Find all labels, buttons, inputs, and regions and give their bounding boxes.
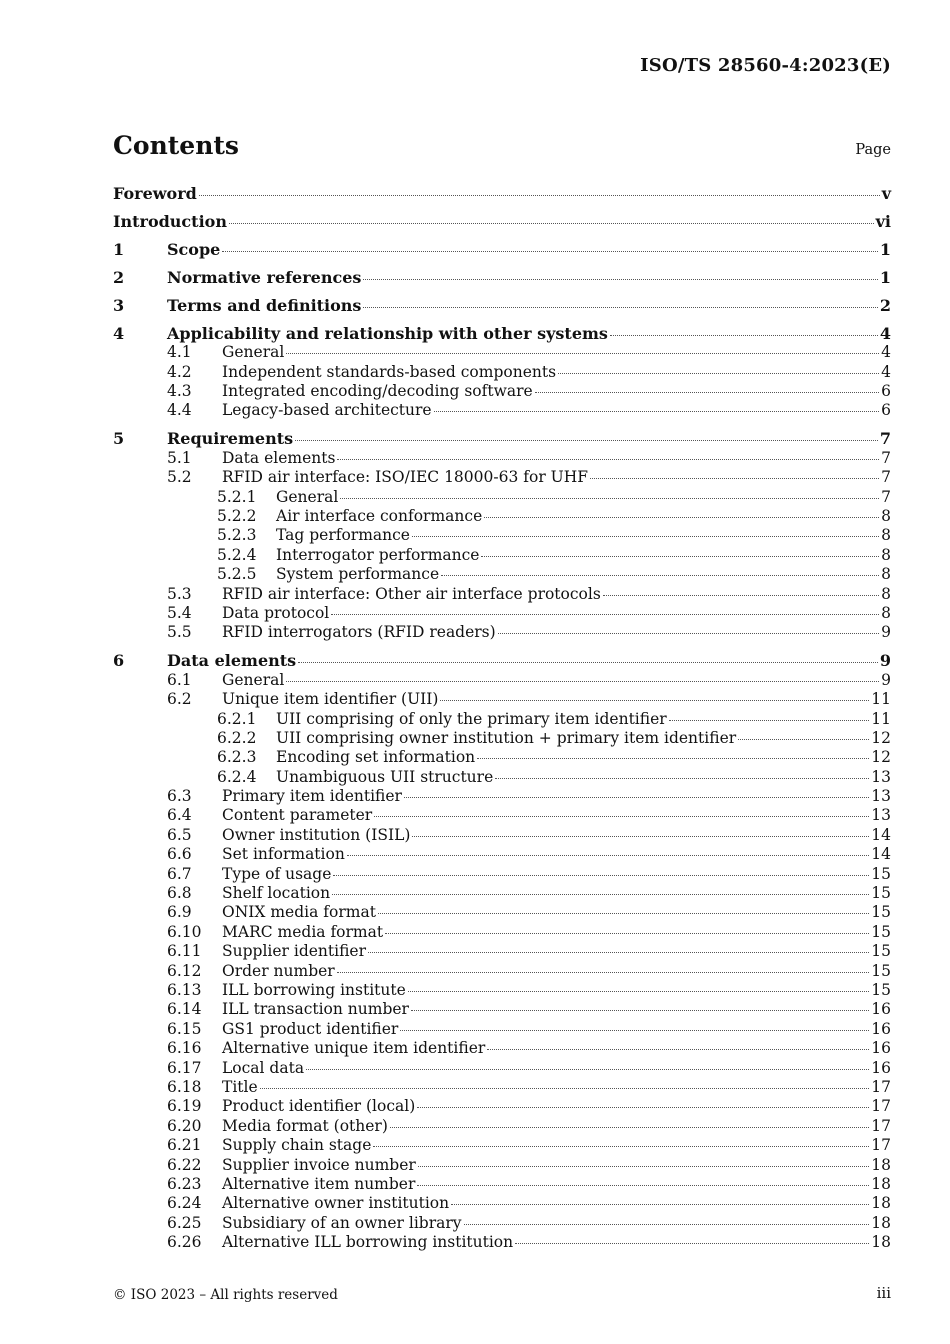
toc-entry-title[interactable]: RFID interrogators (RFID readers) [222, 623, 496, 642]
toc-entry-title[interactable]: Local data [222, 1058, 305, 1077]
dot-leader [669, 720, 870, 721]
toc-entry-title[interactable]: Independent standards-based components [222, 362, 557, 381]
dot-leader [412, 836, 869, 837]
toc-entry-page[interactable]: 18 [871, 1155, 891, 1174]
toc-entry-title[interactable]: Requirements [167, 429, 294, 449]
toc-entry-title[interactable]: Owner institution (ISIL) [222, 825, 411, 844]
toc-entry[interactable] [113, 942, 891, 961]
toc-entry-page[interactable]: 14 [871, 845, 891, 864]
toc-entry-title[interactable]: Alternative unique item identifier [222, 1039, 486, 1058]
toc-entry[interactable] [113, 604, 891, 623]
toc-entry-title[interactable]: Media format (other) [222, 1116, 388, 1135]
dot-leader [487, 1049, 869, 1050]
toc-entry-title[interactable]: Data protocol [222, 603, 330, 622]
dot-leader [295, 440, 878, 441]
dot-leader [286, 681, 879, 682]
toc-entry[interactable] [113, 449, 891, 468]
toc-entry-number: 6.25 [167, 1213, 202, 1232]
toc-entry-title[interactable]: Terms and definitions [167, 295, 362, 315]
toc-entry[interactable] [113, 710, 891, 729]
toc-entry-page[interactable]: 15 [871, 961, 891, 980]
toc-entry-title[interactable]: Normative references [167, 267, 362, 287]
toc-entry-title[interactable]: Shelf location [222, 884, 331, 903]
dot-leader [477, 758, 869, 759]
toc-entry[interactable] [113, 363, 891, 382]
toc-entry[interactable] [113, 865, 891, 884]
toc-entry-number: 5.2 [167, 468, 192, 487]
toc-entry-number: 1 [113, 239, 125, 259]
toc-entry[interactable] [113, 343, 891, 362]
toc-entry-page[interactable]: 4 [879, 323, 891, 343]
toc-entry-number: 6.16 [167, 1039, 202, 1058]
toc-entry-number: 4.2 [167, 362, 192, 381]
toc-entry[interactable] [113, 884, 891, 903]
toc-entry-page[interactable]: 15 [871, 981, 891, 999]
toc-entry[interactable] [113, 240, 891, 259]
toc-entry[interactable] [113, 546, 891, 565]
toc-entry[interactable] [113, 1214, 891, 1233]
toc-entry-title[interactable]: Encoding set information [276, 748, 476, 767]
toc-entry-title[interactable]: Type of usage [222, 864, 332, 883]
toc-entry-number: 6.1 [167, 670, 192, 689]
dot-leader [441, 575, 879, 576]
dot-leader [411, 1010, 869, 1011]
toc-entry-page[interactable]: 7 [881, 487, 891, 506]
toc-entry-title[interactable]: Data elements [222, 448, 336, 467]
toc-entry-number: 6.9 [167, 903, 192, 922]
toc-entry-page[interactable]: 17 [871, 1116, 891, 1135]
toc-entry-number: 6.26 [167, 1233, 202, 1252]
toc-entry-page[interactable]: 12 [871, 728, 891, 747]
toc-entry[interactable] [113, 565, 891, 584]
toc-entry[interactable] [113, 429, 891, 448]
toc-entry-number: 6.3 [167, 787, 192, 806]
toc-entry-page[interactable]: 1 [879, 267, 891, 287]
toc-entry[interactable] [113, 1233, 891, 1252]
dot-leader [340, 498, 879, 499]
toc-entry-number: 5.4 [167, 603, 192, 622]
toc-entry-title[interactable]: Set information [222, 845, 345, 864]
toc-entry-page[interactable]: 7 [879, 429, 891, 449]
toc-entry-title[interactable]: Air interface conformance [276, 507, 483, 526]
toc-entry-number: 5.3 [167, 584, 192, 603]
toc-entry-page[interactable]: 15 [871, 903, 891, 922]
toc-entry-title[interactable]: Alternative ILL borrowing institution [222, 1233, 514, 1252]
toc-entry-page[interactable]: v [881, 184, 891, 203]
dot-leader [484, 517, 879, 518]
toc-entry-number: 6.7 [167, 864, 192, 883]
toc-entry[interactable] [113, 488, 891, 507]
dot-leader [337, 459, 879, 460]
toc-entry-title[interactable]: Foreword [113, 184, 197, 203]
toc-entry-number: 6.2.1 [217, 709, 257, 728]
toc-entry-title[interactable]: Interrogator performance [276, 545, 480, 564]
toc-entry-number: 6.20 [167, 1116, 202, 1135]
toc-entry-title[interactable]: RFID air interface: Other air interface protocols [222, 584, 601, 603]
toc-entry[interactable] [113, 671, 891, 690]
toc-entry-title[interactable]: RFID air interface: ISO/IEC 18000-63 for UHF [222, 468, 588, 487]
toc-entry[interactable] [113, 623, 891, 642]
toc-entry-page[interactable]: 8 [881, 526, 891, 545]
toc-entry[interactable] [113, 507, 891, 526]
dot-leader [347, 855, 869, 856]
dot-leader [400, 1030, 869, 1031]
toc-entry[interactable] [113, 382, 891, 401]
toc-entry-page[interactable]: 11 [871, 690, 891, 709]
toc-entry-title[interactable]: ILL transaction number [222, 1000, 409, 1019]
dot-leader [378, 913, 869, 914]
toc-entry-number: 6.22 [167, 1155, 202, 1174]
toc-entry-number: 6.15 [167, 1019, 202, 1038]
dot-leader [417, 1107, 869, 1108]
toc-entry-number: 6.5 [167, 825, 192, 844]
toc-entry-title[interactable]: UII comprising of only the primary item identifier [276, 709, 667, 728]
toc-entry-page[interactable]: 14 [871, 825, 891, 844]
dot-leader [434, 411, 880, 412]
dot-leader [603, 595, 879, 596]
toc-entry-page[interactable]: 7 [881, 448, 891, 467]
dot-leader [199, 195, 880, 196]
dot-leader [464, 1224, 870, 1225]
toc-entry-page[interactable]: 11 [871, 709, 891, 728]
toc-entry-number: 6.12 [167, 961, 202, 980]
toc-entry-number: 5.2.1 [217, 487, 257, 506]
toc-entry-page[interactable]: 7 [881, 468, 891, 487]
document-code: ISO/TS 28560-4:2023(E) [640, 55, 891, 76]
toc-entry-page[interactable]: 15 [871, 884, 891, 903]
toc-entry[interactable] [113, 923, 891, 942]
toc-entry-page[interactable]: 8 [881, 584, 891, 603]
toc-entry-number: 6.13 [167, 981, 202, 999]
toc-entry[interactable] [113, 1156, 891, 1175]
dot-leader [590, 478, 879, 479]
dot-leader [440, 700, 869, 701]
dot-leader [610, 335, 878, 336]
toc-entry-title[interactable]: Unambiguous UII structure [276, 767, 494, 786]
dot-leader [222, 251, 878, 252]
dot-leader [481, 556, 879, 557]
toc-entry-number: 6.17 [167, 1058, 202, 1077]
dot-leader [332, 894, 869, 895]
dot-leader [738, 739, 869, 740]
toc-entry-title[interactable]: Unique item identifier (UII) [222, 690, 439, 709]
dot-leader [418, 1166, 869, 1167]
toc-entry-number: 3 [113, 295, 125, 315]
toc-entry-page[interactable]: 8 [881, 565, 891, 584]
toc-entry-number: 6.2.3 [217, 748, 257, 767]
toc-entry-title[interactable]: System performance [276, 565, 440, 584]
toc-entry[interactable] [113, 1000, 891, 1019]
toc-entry[interactable] [113, 401, 891, 420]
toc-entry[interactable] [113, 748, 891, 767]
dot-leader [306, 1069, 869, 1070]
toc-entry-page[interactable]: 8 [881, 507, 891, 526]
dot-leader [385, 933, 869, 934]
toc-entry-number: 6.8 [167, 884, 192, 903]
toc-entry-title[interactable]: GS1 product identifier [222, 1019, 399, 1038]
dot-leader [515, 1243, 869, 1244]
toc-entry[interactable] [113, 826, 891, 845]
toc-entry[interactable] [113, 1039, 891, 1058]
toc-entry-page[interactable]: 15 [871, 942, 891, 961]
dot-leader [495, 778, 869, 779]
toc-entry-title[interactable]: Applicability and relationship with other systems [167, 323, 608, 343]
toc-entry[interactable] [113, 1175, 891, 1194]
dot-leader [363, 279, 877, 280]
toc-entry-title[interactable]: Title [222, 1077, 258, 1096]
toc-entry[interactable] [113, 212, 891, 231]
footer-page-number: iii [876, 1284, 891, 1302]
toc-entry-title[interactable]: General [222, 670, 285, 689]
toc-entry-page[interactable]: 16 [871, 1000, 891, 1019]
toc-entry[interactable] [113, 324, 891, 343]
dot-leader [558, 373, 879, 374]
toc-entry[interactable] [113, 1097, 891, 1116]
toc-entry-number: 6.11 [167, 942, 202, 961]
toc-entry-number: 6.10 [167, 922, 202, 941]
toc-entry-number: 5.2.5 [217, 565, 257, 584]
toc-entry[interactable] [113, 1117, 891, 1136]
toc-entry-number: 4.4 [167, 401, 192, 420]
toc-entry-title[interactable]: Tag performance [276, 526, 410, 545]
toc-entry[interactable] [113, 1059, 891, 1078]
toc-entry-number: 6.23 [167, 1174, 202, 1193]
toc-entry[interactable] [113, 806, 891, 825]
toc-entry-page[interactable]: 15 [871, 922, 891, 941]
toc-entry[interactable] [113, 690, 891, 709]
toc-entry-title[interactable]: Supply chain stage [222, 1136, 372, 1155]
toc-entry-page[interactable]: 13 [871, 806, 891, 825]
toc-entry[interactable] [113, 651, 891, 670]
toc-entry-page[interactable]: 1 [879, 239, 891, 259]
toc-entry[interactable] [113, 903, 891, 922]
toc-entry-title[interactable]: Alternative owner institution [222, 1194, 450, 1213]
toc-entry[interactable] [113, 962, 891, 981]
dot-leader [374, 816, 869, 817]
toc-entry-number: 6.19 [167, 1097, 202, 1116]
toc-entry-number: 5.1 [167, 448, 192, 467]
toc-entry-title[interactable]: Primary item identifier [222, 787, 402, 806]
toc-entry-number: 6.6 [167, 845, 192, 864]
dot-leader [286, 353, 879, 354]
toc-entry[interactable] [113, 729, 891, 748]
toc-entry-number: 6.2.4 [217, 767, 257, 786]
dot-leader [363, 307, 877, 308]
toc-entry-title[interactable]: Order number [222, 961, 335, 980]
toc-entry-page[interactable]: 12 [871, 748, 891, 767]
toc-entry-page[interactable]: 6 [881, 401, 891, 420]
toc-entry-title[interactable]: ILL borrowing institute [222, 981, 406, 999]
toc-entry-number: 6.18 [167, 1077, 202, 1096]
toc-entry[interactable] [113, 768, 891, 787]
toc-entry-page[interactable]: 18 [871, 1233, 891, 1252]
dot-leader [337, 972, 870, 973]
dot-leader [331, 614, 879, 615]
toc-entry-title[interactable]: Product identifier (local) [222, 1097, 416, 1116]
toc-entry-number: 5.5 [167, 623, 192, 642]
toc-entry-number: 4 [113, 323, 125, 343]
toc-entry[interactable] [113, 468, 891, 487]
dot-leader [408, 991, 869, 992]
dot-leader [417, 1185, 869, 1186]
toc-entry-title[interactable]: General [276, 487, 339, 506]
page-column-label: Page [855, 142, 891, 158]
toc-entry-page[interactable]: 17 [871, 1097, 891, 1116]
toc-entry-number: 6.4 [167, 806, 192, 825]
toc-entry-page[interactable]: 13 [871, 787, 891, 806]
dot-leader [298, 662, 878, 663]
toc-entry[interactable] [113, 787, 891, 806]
dot-leader [373, 1146, 869, 1147]
dot-leader [412, 536, 879, 537]
toc-entry-page[interactable]: 9 [881, 623, 891, 642]
toc-entry-title[interactable]: Alternative item number [222, 1174, 416, 1193]
toc-entry-number: 4.3 [167, 382, 192, 401]
toc-entry[interactable] [113, 845, 891, 864]
table-of-contents [113, 184, 891, 1252]
toc-entry-page[interactable]: 6 [881, 382, 891, 401]
footer-copyright: © ISO 2023 – All rights reserved [113, 1287, 338, 1303]
dot-leader [260, 1088, 870, 1089]
toc-entry-title[interactable]: Supplier identifier [222, 942, 367, 961]
toc-entry-title[interactable]: Subsidiary of an owner library [222, 1213, 462, 1232]
contents-heading: Contents [113, 131, 240, 160]
toc-entry-number: 2 [113, 267, 125, 287]
toc-entry-number: 5.2.3 [217, 526, 257, 545]
toc-entry-title[interactable]: UII comprising owner institution + primary item identifier [276, 728, 737, 747]
dot-leader [333, 875, 869, 876]
dot-leader [498, 633, 879, 634]
toc-entry-number: 4.1 [167, 343, 192, 362]
toc-entry[interactable] [113, 1194, 891, 1213]
dot-leader [404, 797, 869, 798]
toc-entry-title[interactable]: General [222, 343, 285, 362]
toc-entry[interactable] [113, 1136, 891, 1155]
toc-entry-number: 5.2.2 [217, 507, 257, 526]
toc-entry-page[interactable]: 18 [871, 1194, 891, 1213]
toc-entry[interactable] [113, 184, 891, 203]
toc-entry-page[interactable]: 2 [879, 295, 891, 315]
dot-leader [390, 1127, 869, 1128]
toc-entry-page[interactable]: 9 [879, 651, 891, 671]
toc-entry-page[interactable]: 4 [881, 343, 891, 362]
toc-entry-page[interactable]: 16 [871, 1019, 891, 1038]
toc-entry-number: 6.2.2 [217, 728, 257, 747]
toc-entry-number: 6.14 [167, 1000, 202, 1019]
toc-entry-title[interactable]: MARC media format [222, 922, 384, 941]
toc-entry-page[interactable]: 17 [871, 1136, 891, 1155]
toc-entry-page[interactable]: 8 [881, 603, 891, 622]
toc-entry-number: 6.24 [167, 1194, 202, 1213]
toc-entry-title[interactable]: Integrated encoding/decoding software [222, 382, 533, 401]
toc-entry-page[interactable]: 18 [871, 1213, 891, 1232]
dot-leader [368, 952, 869, 953]
toc-entry-page[interactable]: 18 [871, 1174, 891, 1193]
dot-leader [229, 223, 874, 224]
toc-entry-page[interactable]: vi [875, 211, 891, 231]
toc-entry[interactable] [113, 585, 891, 604]
toc-entry-number: 6.2 [167, 690, 192, 709]
toc-entry-number: 5.2.4 [217, 545, 257, 564]
toc-entry-page[interactable]: 16 [871, 1039, 891, 1058]
toc-entry-page[interactable]: 17 [871, 1077, 891, 1096]
dot-leader [451, 1204, 869, 1205]
toc-entry-title[interactable]: ONIX media format [222, 903, 376, 922]
toc-entry[interactable] [113, 1078, 891, 1097]
toc-entry-title[interactable]: Supplier invoice number [222, 1155, 416, 1174]
toc-entry-title[interactable]: Introduction [113, 211, 227, 231]
toc-entry-number: 6.21 [167, 1136, 202, 1155]
toc-entry[interactable] [113, 268, 891, 287]
toc-entry-page[interactable]: 16 [871, 1058, 891, 1077]
toc-entry-page[interactable]: 15 [871, 864, 891, 883]
toc-entry-page[interactable]: 9 [881, 670, 891, 689]
toc-entry[interactable] [113, 526, 891, 545]
toc-entry-number: 6 [113, 651, 125, 671]
toc-entry[interactable] [113, 1020, 891, 1039]
toc-entry-title[interactable]: Data elements [167, 651, 297, 671]
toc-entry-title[interactable]: Scope [167, 239, 221, 259]
toc-entry-page[interactable]: 8 [881, 545, 891, 564]
toc-entry-number: 5 [113, 429, 125, 449]
toc-entry[interactable] [113, 981, 891, 1000]
toc-entry-title[interactable]: Legacy-based architecture [222, 401, 432, 420]
toc-entry-page[interactable]: 4 [881, 362, 891, 381]
toc-entry-title[interactable]: Content parameter [222, 806, 373, 825]
dot-leader [535, 392, 879, 393]
toc-entry[interactable] [113, 296, 891, 315]
toc-entry-page[interactable]: 13 [871, 767, 891, 786]
